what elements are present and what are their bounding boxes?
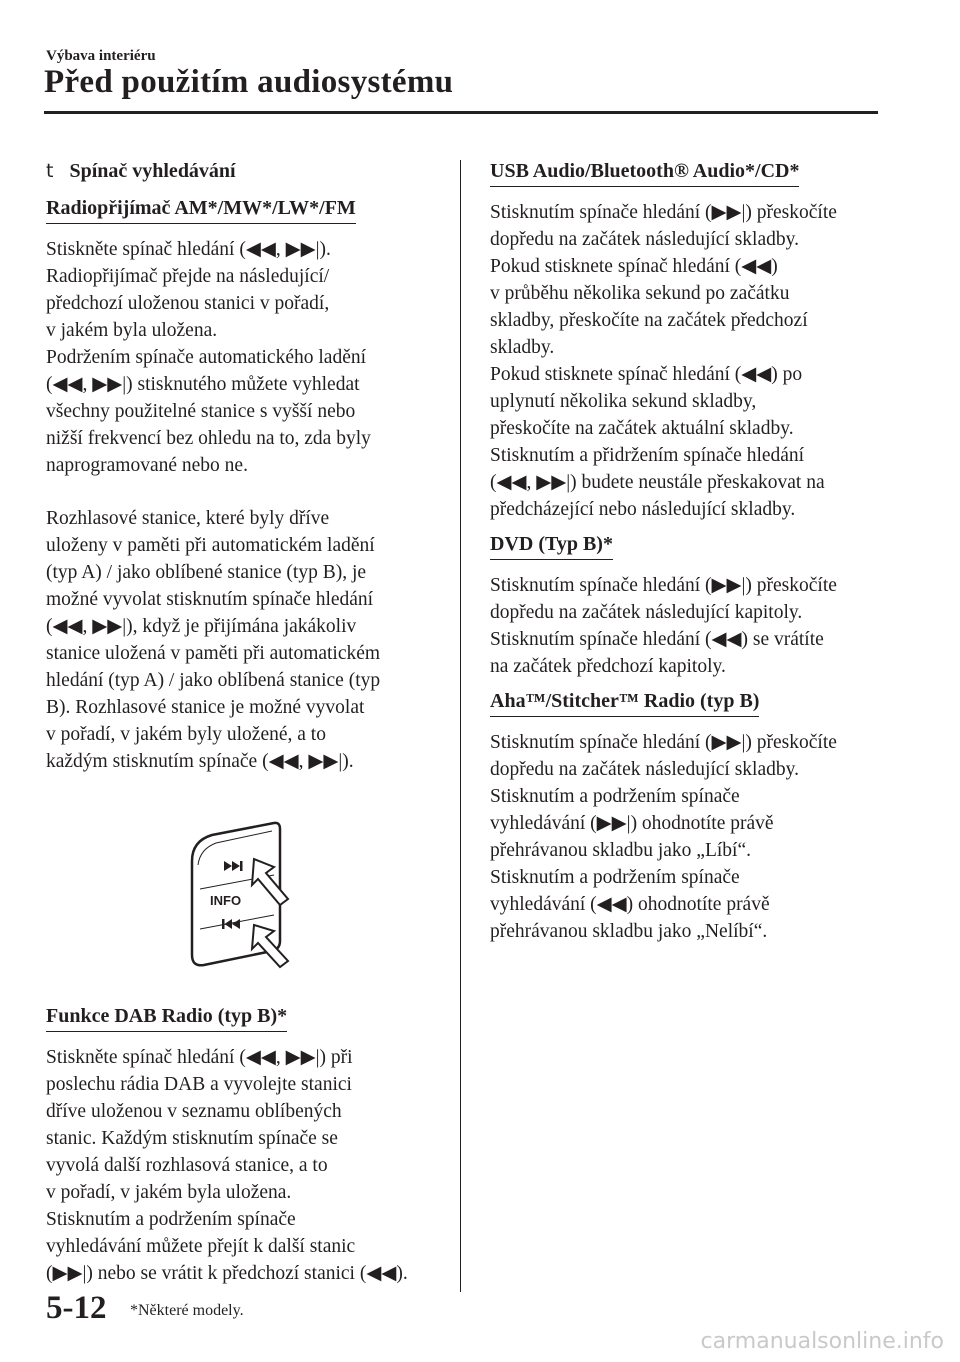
header-rule [44,111,878,114]
radio-line: Radiopřijímač přejde na následující/ [46,266,330,287]
radio-line: (typ A) / jako oblíbené stanice (typ B), je [46,562,367,583]
radio-line: nižší frekvencí bez ohledu na to, zda byly [46,428,371,449]
aha-text [490,729,880,945]
radio-line: (◀◀, ▶▶|) stisknutého můžete vyhledat [46,374,360,395]
radio-line: Rozhlasové stanice, které byly dříve [46,508,330,529]
radio-line: každým stisknutím spínače (◀◀, ▶▶|). [46,751,354,772]
radio-line: možné vyvolat stisknutím spínače hledání [46,589,374,610]
radio-line: v pořadí, v jakém byly uložené, a to [46,724,326,745]
usb-line: skladby. [490,337,555,358]
usb-heading: USB Audio/Bluetooth® Audio*/CD* [490,160,799,187]
radio-heading: Radiopřijímač AM*/MW*/LW*/FM [46,197,356,224]
radio-line: uloženy v paměti při automatickém ladění [46,535,375,556]
section-heading-seek-switch [46,160,441,183]
dab-line: (▶▶|) nebo se vrátit k předchozí stanici (◀◀). [46,1263,408,1284]
dab-line: Stiskněte spínač hledání (◀◀, ▶▶|) při [46,1047,353,1068]
dab-line: poslechu rádia DAB a vyvolejte stanici [46,1074,352,1095]
radio-line: všechny použitelné stanice s vyšší nebo [46,401,356,422]
right-column [490,160,880,945]
radio-line: (◀◀, ▶▶|), když je přijímána jakákoliv [46,616,357,637]
aha-line: přehrávanou skladbu jako „Nelíbí“. [490,921,768,942]
radio-line: Podržením spínače automatického ladění [46,347,367,368]
left-column [46,160,441,1287]
dab-line: dříve uloženou v seznamu oblíbených [46,1101,342,1122]
radio-line: naprogramované nebo ne. [46,455,248,476]
radio-line: Stiskněte spínač hledání (◀◀, ▶▶|). [46,239,331,260]
dab-line: vyvolá další rozhlasová stanice, a to [46,1155,328,1176]
dab-line: vyhledávání můžete přejít k další stanic [46,1236,356,1257]
usb-line: předcházející nebo následující skladby. [490,499,796,520]
aha-line: Stisknutím a podržením spínače [490,867,740,888]
radio-line: hledání (typ A) / jako oblíbená stanice (typ [46,670,381,691]
dvd-line: na začátek předchozí kapitoly. [490,656,726,677]
footnote: *Některé modely. [130,1302,244,1319]
steering-switch-figure [182,821,292,971]
radio-text [46,236,441,479]
aha-line: Stisknutím a podržením spínače [490,786,740,807]
radio-line: předchozí uloženou stanici v pořadí, [46,293,330,314]
dab-line: v pořadí, v jakém byla uložena. [46,1182,292,1203]
aha-heading: Aha™/Stitcher™ Radio (typ B) [490,690,759,717]
dvd-heading: DVD (Typ B)* [490,533,613,560]
bullet-mark: t [46,160,54,182]
radio-text-2 [46,505,441,775]
usb-line: v průběhu několika sekund po začátku [490,283,790,304]
usb-line: přeskočíte na začátek aktuální skladby. [490,418,794,439]
usb-line: Stisknutím spínače hledání (▶▶|) přeskočíte [490,202,837,223]
usb-line: Pokud stisknete spínač hledání (◀◀) po [490,364,803,385]
dab-line: Stisknutím a podržením spínače [46,1209,296,1230]
aha-line: přehrávanou skladbu jako „Líbí“. [490,840,751,861]
steering-switch-illustration [182,821,292,971]
usb-line: Pokud stisknete spínač hledání (◀◀) [490,256,778,277]
info-label: INFO [210,893,242,908]
radio-line: B). Rozhlasové stanice je možné vyvolat [46,697,365,718]
radio-line: stanice uložená v paměti při automatickém [46,643,381,664]
dab-text [46,1044,441,1287]
radio-line: v jakém byla uložena. [46,320,218,341]
header-section-label: Výbava interiéru [46,48,156,64]
usb-line: uplynutí několika sekund skladby, [490,391,757,412]
usb-line: dopředu na začátek následující skladby. [490,229,799,250]
page-number: 5-12 [46,1290,107,1326]
watermark: carmanualsonline.info [700,1329,944,1354]
dvd-text [490,572,880,680]
aha-line: vyhledávání (▶▶|) ohodnotíte právě [490,813,774,834]
usb-line: skladby, přeskočíte na začátek předchozí [490,310,808,331]
section-title: Spínač vyhledávání [69,160,236,182]
aha-line: vyhledávání (◀◀) ohodnotíte právě [490,894,770,915]
page-title: Před použitím audiosystému [44,64,454,100]
usb-line: (◀◀, ▶▶|) budete neustále přeskakovat na [490,472,825,493]
dab-heading: Funkce DAB Radio (typ B)* [46,1005,287,1032]
dvd-line: Stisknutím spínače hledání (▶▶|) přeskočíte [490,575,837,596]
column-divider [460,160,461,1292]
usb-text [490,199,880,523]
usb-line: Stisknutím a přidržením spínače hledání [490,445,805,466]
dvd-line: Stisknutím spínače hledání (◀◀) se vrátíte [490,629,824,650]
aha-line: dopředu na začátek následující skladby. [490,759,799,780]
aha-line: Stisknutím spínače hledání (▶▶|) přeskočíte [490,732,837,753]
dab-line: stanic. Každým stisknutím spínače se [46,1128,338,1149]
dvd-line: dopředu na začátek následující kapitoly. [490,602,803,623]
